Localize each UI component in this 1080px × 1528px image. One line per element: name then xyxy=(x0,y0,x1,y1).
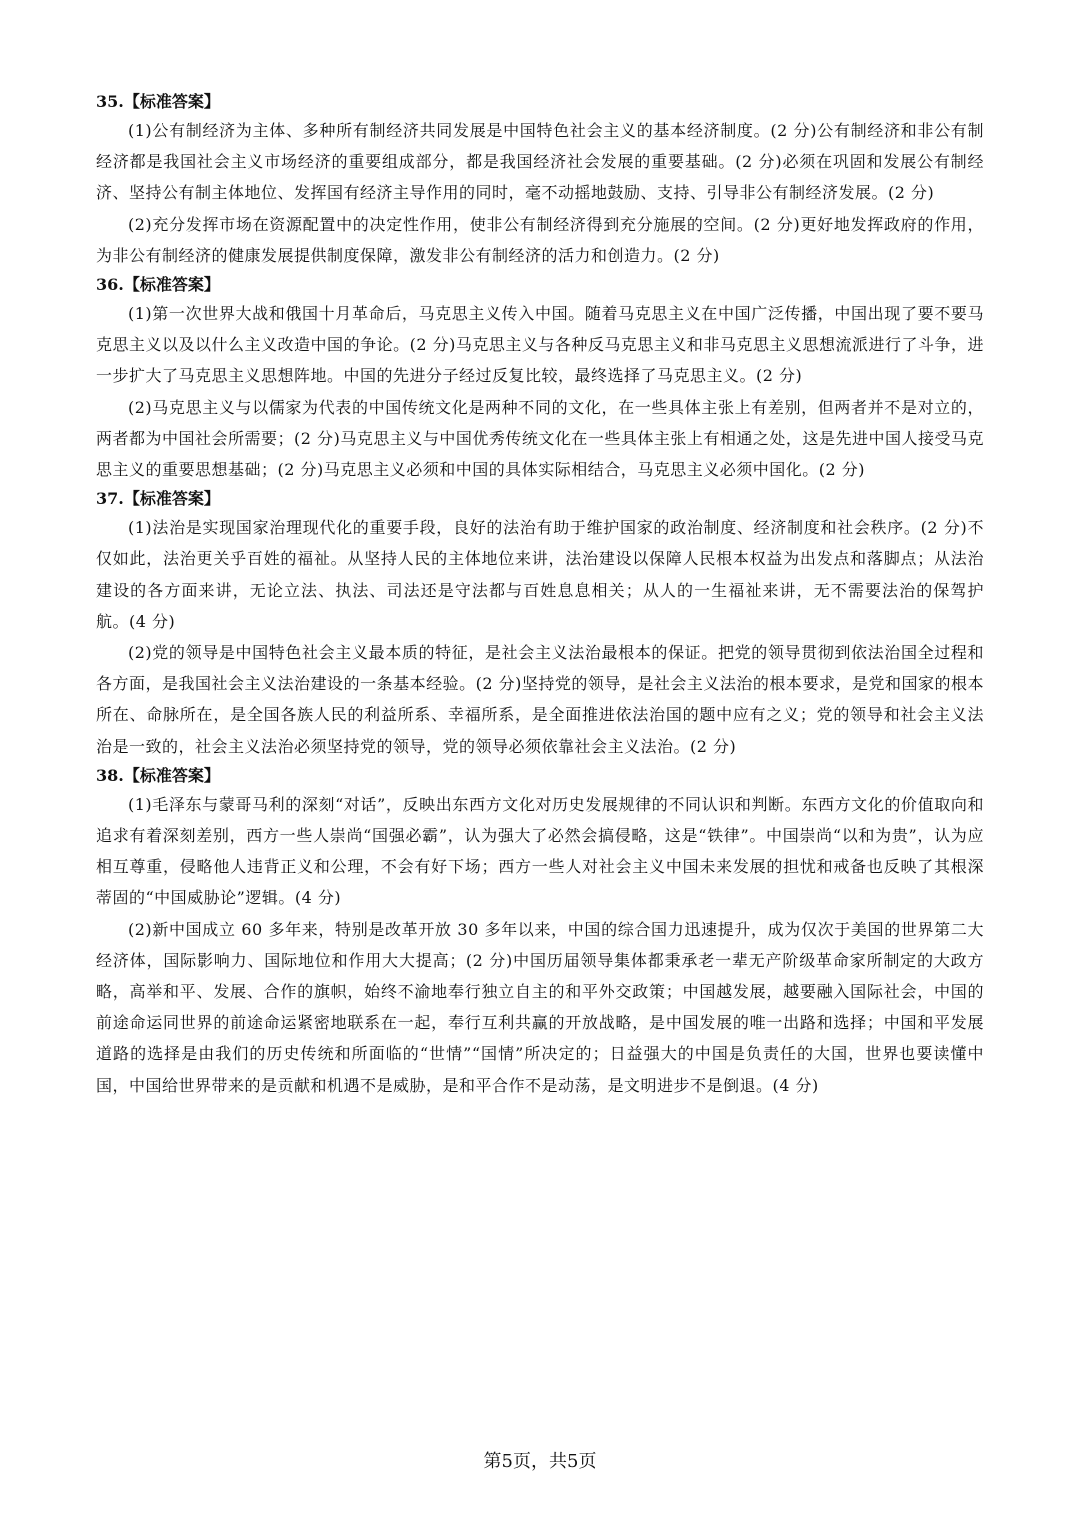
question-title: 35.【标准答案】 xyxy=(96,92,220,111)
question-title: 37.【标准答案】 xyxy=(96,489,220,509)
question-36 xyxy=(96,271,984,485)
answer-paragraph: (2)新中国成立 60 多年来，特别是改革开放 30 多年以来，中国的综合国力迅速提升，成为仅次于美国的世界第二大经济体，国际影响力、国际地位和作用大大提高；(2 分)中国历届领导集体都秉承老一辈无产阶级革命家所制定的大政方略，高举和平、发展、合作的旗帜，始终不渝地奉行独立自主的和平外交政策；中国越发展，越要融入国际社会，中国的前途命运同世界的前途命运紧密地联系在一起，奉行互利共赢的开放战略，是中国发展的唯一出路和选择；中国和平发展道路的选择是由我们的历史传统和所面临的“世情”“国情”所决定的；日益强大的中国是负责任的大国，世界也要读懂中国，中国给世界带来的是贡献和机遇不是威胁，是和平合作不是动荡，是文明进步不是倒退。(4 分) xyxy=(96,919,984,1095)
answer-paragraph: (2)充分发挥市场在资源配置中的决定性作用，使非公有制经济得到充分施展的空间。(2 分)更好地发挥政府的作用，为非公有制经济的健康发展提供制度保障，激发非公有制经济的活力和创造力。(2 分) xyxy=(96,214,984,265)
question-35 xyxy=(96,88,984,271)
question-37 xyxy=(96,485,984,762)
answer-paragraph: (1)第一次世界大战和俄国十月革命后，马克思主义传入中国。随着马克思主义在中国广泛传播，中国出现了要不要马克思主义以及以什么主义改造中国的争论。(2 分)马克思主义与各种反马克思主义和非马克思主义思想流派进行了斗争，进一步扩大了马克思主义思想阵地。中国的先进分子经过反复比较，最终选择了马克思主义。(2 分) xyxy=(96,304,984,386)
question-title: 36.【标准答案】 xyxy=(96,275,220,295)
page-number-footer: 第5页，共5页 xyxy=(483,1451,597,1472)
answer-paragraph: (1)毛泽东与蒙哥马利的深刻“对话”，反映出东西方文化对历史发展规律的不同认识和判断。东西方文化的价值取向和追求有着深刻差别，西方一些人崇尚“国强必霸”，认为强大了必然会搞侵略，这是“铁律”。中国崇尚“以和为贵”，认为应相互尊重，侵略他人违背正义和公理，不会有好下场；西方一些人对社会主义中国未来发展的担忧和戒备也反映了其根深蒂固的“中国威胁论”逻辑。(4 分) xyxy=(96,794,984,908)
answer-paragraph: (2)马克思主义与以儒家为代表的中国传统文化是两种不同的文化，在一些具体主张上有差别，但两者并不是对立的，两者都为中国社会所需要；(2 分)马克思主义与中国优秀传统文化在一些具体主张上有相通之处，这是先进中国人接受马克思主义的重要思想基础；(2 分)马克思主义必须和中国的具体实际相结合，马克思主义必须中国化。(2 分) xyxy=(96,397,984,480)
question-38 xyxy=(96,762,984,1101)
answer-paragraph: (1)法治是实现国家治理现代化的重要手段，良好的法治有助于维护国家的政治制度、经济制度和社会秩序。(2 分)不仅如此，法治更关乎百姓的福祉。从坚持人民的主体地位来讲，法治建设以保障人民根本权益为出发点和落脚点；从法治建设的各方面来讲，无论立法、执法、司法还是守法都与百姓息息相关；从人的一生福祉来讲，无不需要法治的保驾护航。(4 分) xyxy=(96,518,984,631)
answer-paragraph: (1)公有制经济为主体、多种所有制经济共同发展是中国特色社会主义的基本经济制度。(2 分)公有制经济和非公有制经济都是我国社会主义市场经济的重要组成部分，都是我国经济社会发展的重要基础。(2 分)必须在巩固和发展公有制经济、坚持公有制主体地位、发挥国有经济主导作用的同时，毫不动摇地鼓励、支持、引导非公有制经济发展。(2 分) xyxy=(96,121,984,203)
question-title: 38.【标准答案】 xyxy=(96,765,220,785)
answer-document xyxy=(96,88,984,1101)
answer-paragraph: (2)党的领导是中国特色社会主义最本质的特征，是社会主义法治最根本的保证。把党的领导贯彻到依法治国全过程和各方面，是我国社会主义法治建设的一条基本经验。(2 分)坚持党的领导，是社会主义法治的根本要求，是党和国家的根本所在、命脉所在，是全国各族人民的利益所系、幸福所系，是全面推进依法治国的题中应有之义；党的领导和社会主义法治是一致的，社会主义法治必须坚持党的领导，党的领导必须依靠社会主义法治。(2 分) xyxy=(96,643,984,756)
